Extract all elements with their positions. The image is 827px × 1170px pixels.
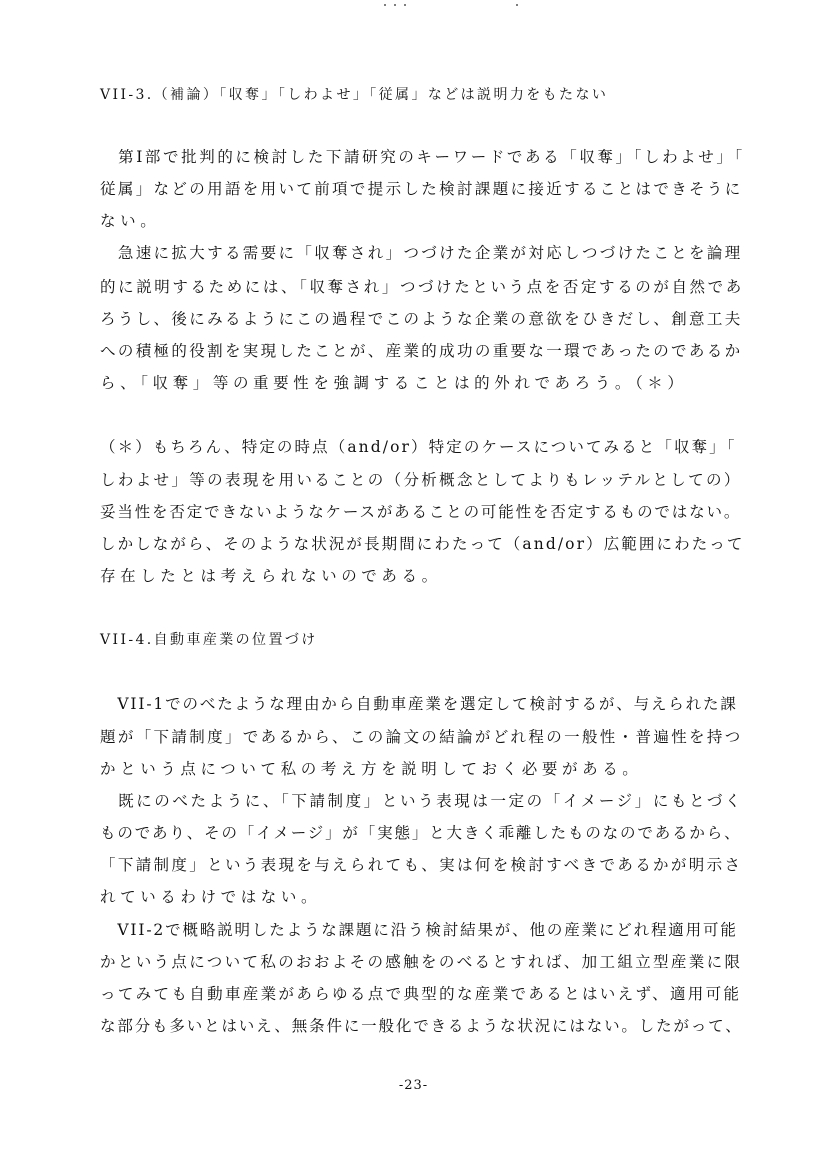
text-line: 「下請制度」という表現を与えられても、実は何を検討すべきであるかが明示さ bbox=[100, 856, 743, 874]
footnote-line: しかしながら、そのような状況が長期間にわたって（and/or）広範囲にわたって bbox=[100, 535, 745, 553]
text-line: への積極的役割を実現したことが、産業的成功の重要な一環であったのであるか bbox=[100, 342, 743, 360]
text-line: 急速に拡大する需要に「収奪され」つづけた企業が対応しつづけたことを論理 bbox=[100, 244, 743, 262]
text-line: な部分も多いとはいえ、無条件に一般化できるような状況にはない。したがって、 bbox=[100, 1017, 743, 1035]
text-line: ろうし、後にみるようにこの過程でこのような企業の意欲をひきだし、創意工夫 bbox=[100, 310, 743, 328]
text-line: 題が「下請制度」であるから、この論文の結論がどれ程の一般性・普遍性を持つ bbox=[100, 728, 743, 746]
scan-speck bbox=[404, 4, 406, 6]
text-line: 的に説明するためには、「収奪され」つづけたという点を否定するのが自然であ bbox=[100, 278, 744, 296]
text-line: VII-1でのべたような理由から自動車産業を選定して検討するが、与えられた課 bbox=[100, 695, 738, 713]
scan-speck bbox=[516, 4, 518, 6]
section-heading-vii-4: VII-4.自動車産業の位置づけ bbox=[100, 632, 318, 648]
text-line: かという点について私のおおよその感触をのべるとすれば、加工組立型産業に限 bbox=[100, 953, 743, 971]
text-line: 第Ⅰ部で批判的に検討した下請研究のキーワードである「収奪」「しわよせ」「 bbox=[100, 148, 745, 166]
text-line: ない。 bbox=[100, 212, 161, 230]
footnote-line: 存在したとは考えられないのである。 bbox=[100, 567, 442, 585]
text-line: かという点について私の考え方を説明しておく必要がある。 bbox=[100, 760, 643, 778]
scan-speck bbox=[394, 4, 396, 6]
text-line: ものであり、その「イメージ」が「実態」と大きく乖離したものなのであるから、 bbox=[100, 824, 742, 842]
text-line: 既にのべたように、「下請制度」という表現は一定の「イメージ」にもとづく bbox=[100, 792, 744, 810]
text-line: ってみても自動車産業があらゆる点で典型的な産業であるとはいえず、適用可能 bbox=[100, 985, 742, 1003]
text-line: れているわけではない。 bbox=[100, 888, 322, 906]
footnote-line: 妥当性を否定できないようなケースがあることの可能性を否定するものではない。 bbox=[100, 503, 742, 521]
text-line: 従属」などの用語を用いて前項で提示した検討課題に接近することはできそうに bbox=[100, 180, 743, 198]
text-line: VII-2で概略説明したような課題に沿う検討結果が、他の産業にどれ程適用可能 bbox=[100, 921, 738, 939]
footnote-line: （＊）もちろん、特定の時点（and/or）特定のケースについてみると「収奪」「 bbox=[100, 438, 737, 456]
footnote-line: しわよせ」等の表現を用いることの（分析概念としてよりもレッテルとしての） bbox=[100, 471, 742, 489]
text-line: ら、「収奪」等の重要性を強調することは的外れであろう。（＊） bbox=[100, 374, 688, 392]
page-number: -23- bbox=[398, 1078, 429, 1093]
scan-speck bbox=[384, 4, 386, 6]
section-heading-vii-3: VII-3.（補論）「収奪」「しわよせ」「従属」などは説明力をもたない bbox=[100, 87, 609, 103]
